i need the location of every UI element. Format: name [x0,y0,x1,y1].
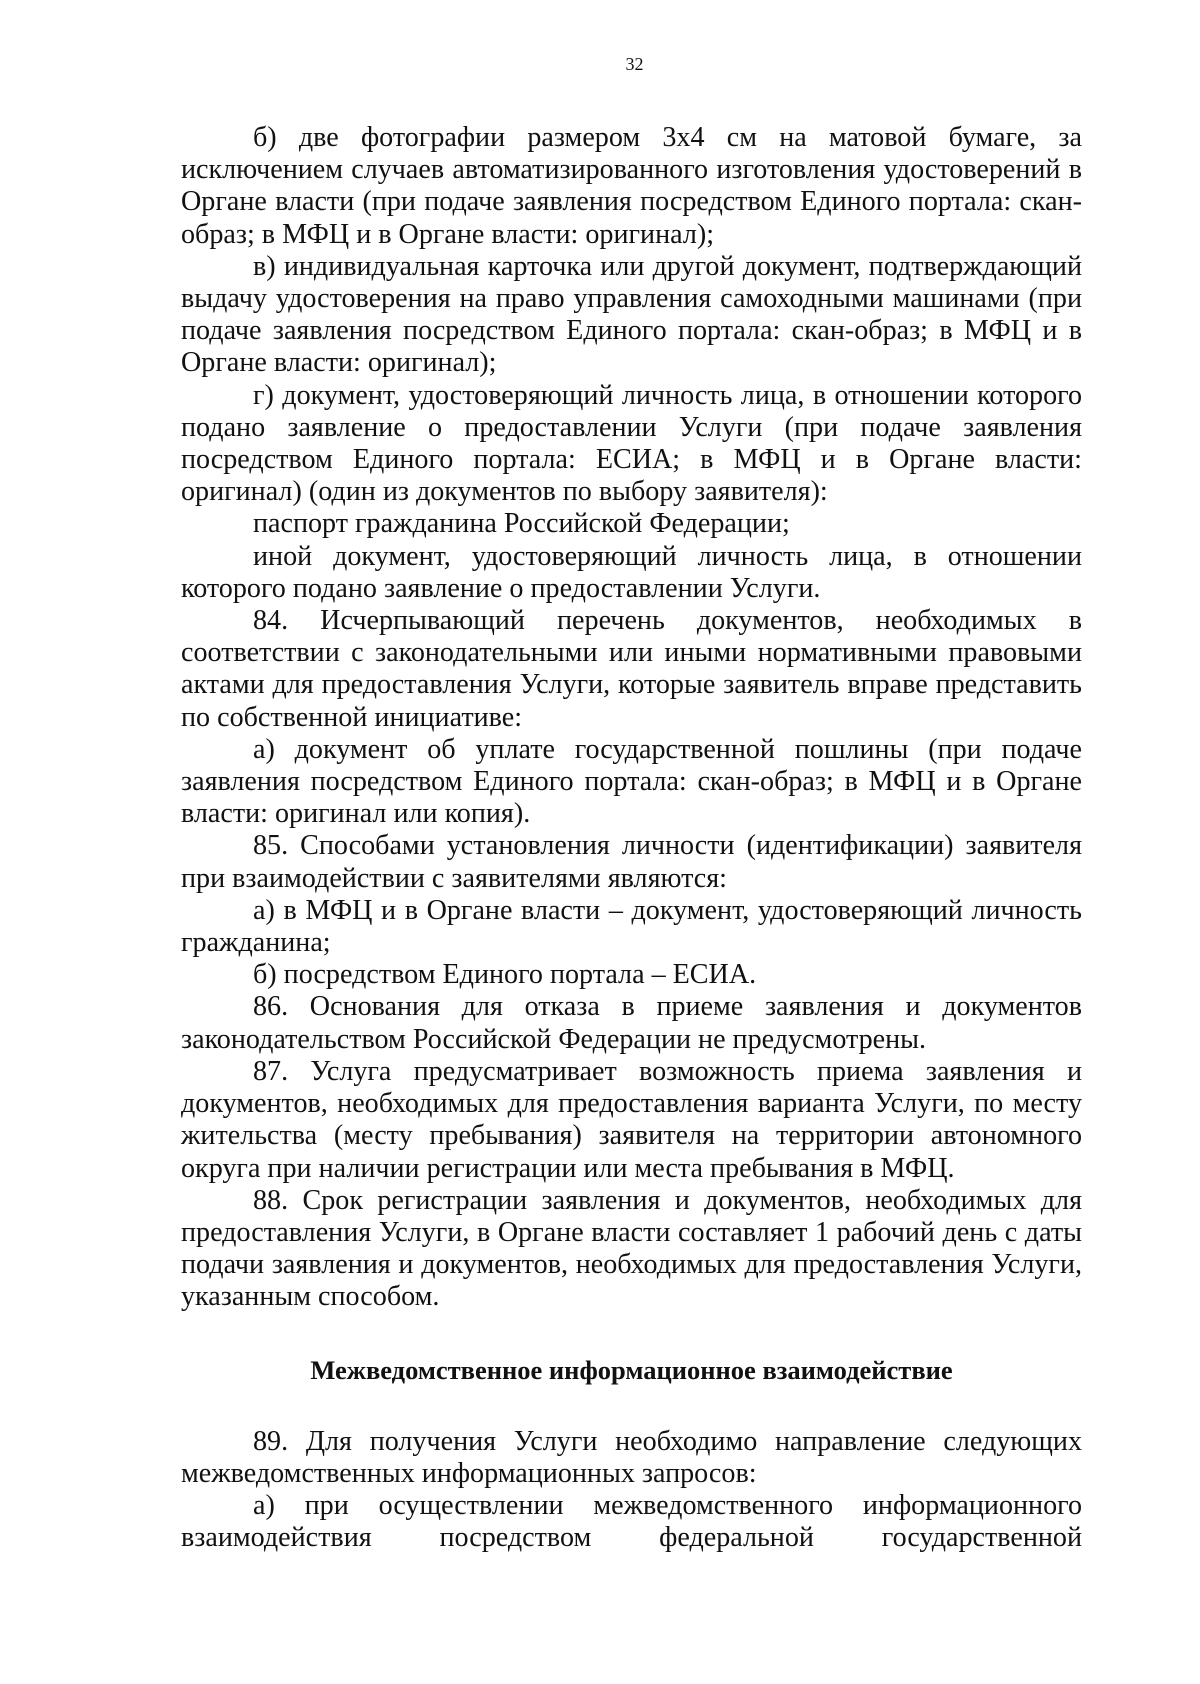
paragraph-85-a: а) в МФЦ и в Органе власти – документ, удостоверяющий личность гражданина; [181,894,1082,959]
paragraph-item-g: г) документ, удостоверяющий личность лица, в отношении которого подано заявление о предоставлении Услуги (при подаче заявления посредством Единого портала: ЕСИА; в МФЦ и в Органе власти: оригинал) (один из документов по выбору заявителя): [181,379,1082,508]
document-body [181,122,1082,1555]
paragraph-88: 88. Срок регистрации заявления и документов, необходимых для предоставления Услуги, в Органе власти составляет 1 рабочий день с даты подачи заявления и документов, необходимых для предоставления Услуги, указанным способом. [181,1184,1082,1313]
page-number: 32 [625,54,644,74]
paragraph-84: 84. Исчерпывающий перечень документов, необходимых в соответствии с законодательными или иными нормативными правовыми актами для предоставления Услуги, которые заявитель вправе представить по собственной инициативе: [181,605,1082,733]
paragraph-87: 87. Услуга предусматривает возможность приема заявления и документов, необходимых для предоставления варианта Услуги, по месту жительства (месту пребывания) заявителя на территории автономного округа при наличии регистрации или места пребывания в МФЦ. [181,1055,1082,1184]
paragraph-85: 85. Способами установления личности (идентификации) заявителя при взаимодействии с заявителями являются: [181,830,1082,894]
paragraph-other-document: иной документ, удостоверяющий личность лица, в отношении которого подано заявление о предоставлении Услуги. [181,540,1082,604]
paragraph-passport: паспорт гражданина Российской Федерации; [253,508,790,540]
paragraph-89-a: а) при осуществлении межведомственного информационного взаимодействия посредством федеральной государственной [181,1490,1082,1554]
paragraph-86: 86. Основания для отказа в приеме заявления и документов законодательством Российской Федерации не предусмотрены. [181,991,1082,1055]
paragraph-item-v: в) индивидуальная карточка или другой документ, подтверждающий выдачу удостоверения на право управления самоходными машинами (при подаче заявления посредством Единого портала: скан-образ; в МФЦ и в Органе власти: оригинал); [181,250,1082,379]
paragraph-84-a: а) документ об уплате государственной пошлины (при подаче заявления посредством Единого портала: скан-образ; в МФЦ и в Органе власти: оригинал или копия). [181,733,1082,830]
paragraph-89: 89. Для получения Услуги необходимо направление следующих межведомственных информационных запросов: [181,1425,1082,1489]
paragraph-item-b: б) две фотографии размером 3x4 см на матовой бумаге, за исключением случаев автоматизированного изготовления удостоверений в Органе власти (при подаче заявления посредством Единого портала: скан-образ; в МФЦ и в Органе власти: оригинал); [181,122,1082,250]
paragraph-85-b: б) посредством Единого портала – ЕСИА. [253,959,757,991]
section-heading: Межведомственное информационное взаимодействие [310,1354,953,1385]
